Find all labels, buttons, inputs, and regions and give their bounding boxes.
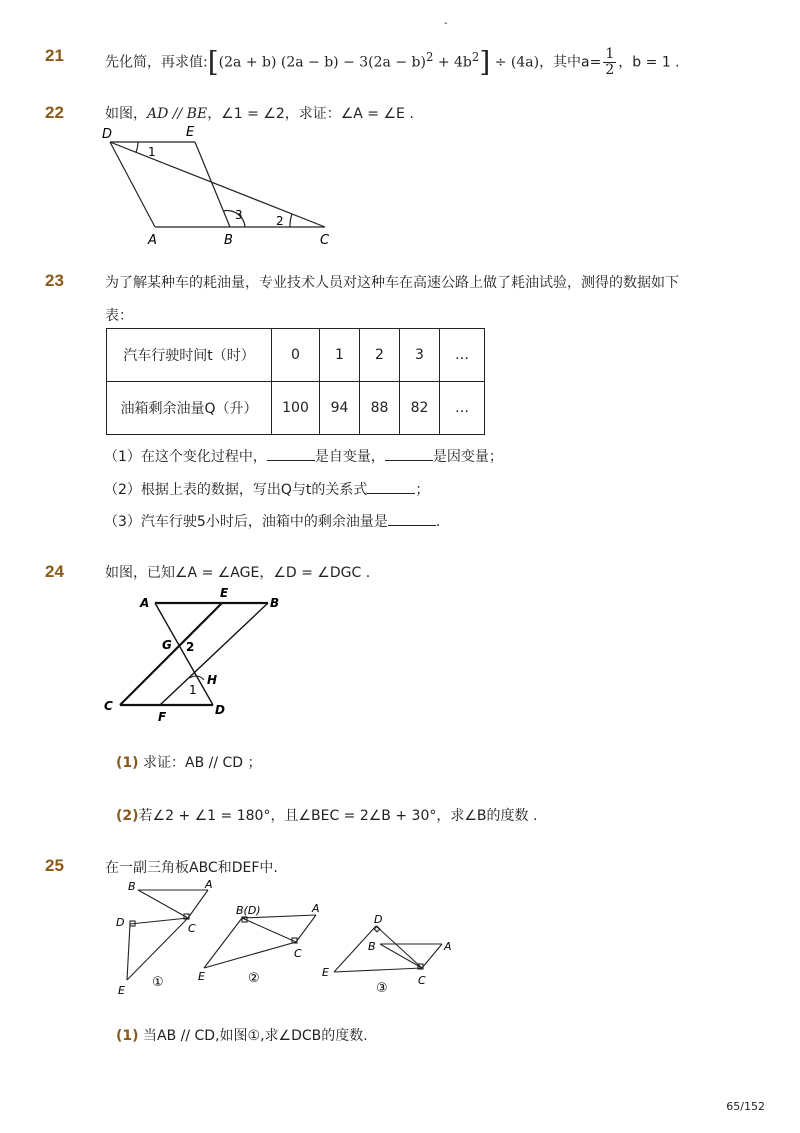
label-B: B <box>270 596 280 610</box>
question-number-23: 23 <box>45 271 64 290</box>
page-number: 65/152 <box>726 1100 765 1113</box>
label-A: A <box>148 233 157 248</box>
label-G: G <box>162 638 172 652</box>
angle-1-label: 1 <box>148 145 156 159</box>
q24-part2: (2)若∠2 + ∠1 = 180°，且∠BEC = 2∠B + 30°，求∠B的度数 . <box>116 808 538 824</box>
q23-sub2: （2）根据上表的数据，写出Q与t的关系式 ； <box>104 482 430 498</box>
svg-text:B: B <box>368 940 376 953</box>
label-B: B <box>224 233 233 248</box>
svg-text:B(D): B(D) <box>236 904 261 917</box>
svg-text:E: E <box>118 984 125 997</box>
answer-blank[interactable] <box>267 448 315 461</box>
table-cell: 94 <box>320 382 360 435</box>
question-22-text: 如图，AD // BE，∠1 = ∠2，求证：∠A = ∠E . <box>105 106 414 122</box>
svg-text:③: ③ <box>376 981 388 996</box>
question-24-text: 如图，已知∠A = ∠AGE，∠D = ∠DGC . <box>105 565 371 581</box>
q24-part1: (1) 求证：AB // CD ； <box>116 755 262 771</box>
label-C: C <box>104 699 113 713</box>
q23-sub1: （1）在这个变化过程中， 是自变量， 是因变量； <box>104 449 503 465</box>
question-number-24: 24 <box>45 562 64 581</box>
label-E: E <box>220 586 229 600</box>
label-C: C <box>320 233 330 248</box>
q21-b-value: ，b = 1 . <box>618 54 680 71</box>
angle-2-label: 2 <box>186 640 195 654</box>
svg-text:C: C <box>188 922 196 935</box>
q21-expr-plus: + 4b <box>433 54 472 71</box>
right-bracket: ] <box>479 45 491 79</box>
question-25-text: 在一副三角板ABC和DEF中. <box>105 860 278 876</box>
answer-blank[interactable] <box>367 481 415 494</box>
fraction-one-half: $\frac{1}{2}$ <box>605 45 615 79</box>
q21-prefix: 先化简，再求值: <box>105 54 208 71</box>
figure-q24 <box>100 583 290 721</box>
svg-text:A: A <box>312 902 320 915</box>
answer-blank[interactable] <box>388 513 436 526</box>
table-cell: … <box>440 382 485 435</box>
svg-text:E: E <box>322 966 329 979</box>
svg-text:C: C <box>418 974 426 987</box>
row2-header: 油箱剩余油量Q（升） <box>107 382 272 435</box>
label-F: F <box>158 710 167 721</box>
label-E: E <box>186 125 195 140</box>
svg-text:A: A <box>205 878 213 891</box>
table-cell: 1 <box>320 329 360 382</box>
q23-sub3: （3）汽车行驶5小时后，油箱中的剩余油量是 . <box>104 514 441 530</box>
row1-header: 汽车行驶时间t（时） <box>107 329 272 382</box>
q21-expr-div: ÷ (4a) <box>494 54 540 71</box>
table-cell: … <box>440 329 485 382</box>
q21-sup2: 2 <box>471 50 480 64</box>
answer-blank[interactable] <box>385 448 433 461</box>
q21-sup1: 2 <box>425 50 434 64</box>
angle-3-label: 3 <box>235 208 243 222</box>
left-bracket: [ <box>207 45 219 79</box>
svg-text:②: ② <box>248 971 260 986</box>
svg-text:A: A <box>444 940 452 953</box>
svg-text:D: D <box>116 916 125 929</box>
label-D: D <box>102 127 113 142</box>
svg-text:①: ① <box>152 975 164 990</box>
data-table <box>106 328 485 435</box>
q22-math: AD // BE <box>147 106 208 122</box>
table-row <box>107 329 485 382</box>
question-number-25: 25 <box>45 856 64 875</box>
table-cell: 88 <box>360 382 400 435</box>
q23-intro-line1: 为了解某种车的耗油量，专业技术人员对这种车在高速公路上做了耗油试验，测得的数据如下 <box>105 275 679 291</box>
q25-part1: (1) 当AB // CD,如图①,求∠DCB的度数. <box>116 1028 368 1044</box>
label-H: H <box>207 673 218 687</box>
svg-text:E: E <box>198 970 205 983</box>
q21-where: ，其中a= <box>539 54 602 71</box>
label-A: A <box>140 596 150 610</box>
table-row <box>107 382 485 435</box>
angle-1-label: 1 <box>189 683 197 697</box>
svg-text:C: C <box>294 947 302 960</box>
figure-q25-3 <box>318 906 458 998</box>
table-cell: 2 <box>360 329 400 382</box>
figure-q25-2 <box>196 898 326 990</box>
question-number-22: 22 <box>45 103 64 122</box>
table-cell: 0 <box>272 329 320 382</box>
top-mark: - <box>444 18 448 29</box>
svg-text:B: B <box>128 880 136 893</box>
q23-intro-line2: 表： <box>105 308 133 324</box>
angle-2-label: 2 <box>276 214 284 228</box>
svg-text:D: D <box>374 913 383 926</box>
table-cell: 3 <box>400 329 440 382</box>
table-cell: 100 <box>272 382 320 435</box>
label-D: D <box>215 703 225 717</box>
table-cell: 82 <box>400 382 440 435</box>
question-21-text <box>105 40 680 80</box>
question-number-21: 21 <box>45 46 64 65</box>
q21-expr-main: (2a + b) (2a − b) − 3(2a − b) <box>218 54 426 71</box>
figure-q22 <box>100 122 350 250</box>
